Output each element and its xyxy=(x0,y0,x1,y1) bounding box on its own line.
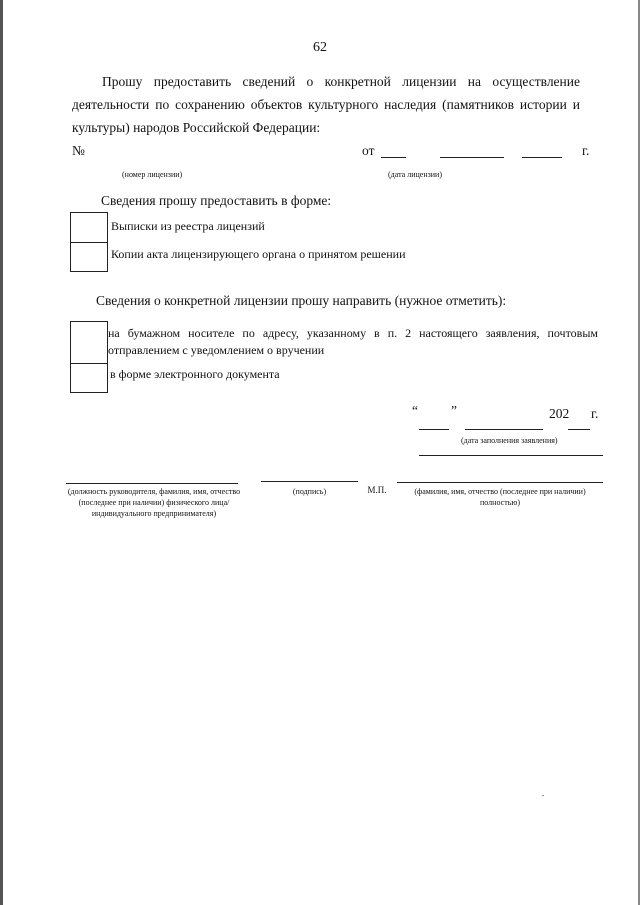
from-label: от xyxy=(362,143,375,158)
fill-month-field[interactable] xyxy=(465,429,543,430)
delivery-section-heading: Сведения о конкретной лицензии прошу направить (нужное отметить): xyxy=(96,293,507,308)
intro-paragraph: Прошу предоставить сведений о конкретной лицензии на осуществление деятельности по сохранению объектов культурного наследия (памятников истории и культуры) народов Российской Федерации: xyxy=(72,74,580,135)
fill-date-year: 202 xyxy=(549,406,570,421)
delivery-option-label-2: в форме электронного документа xyxy=(110,367,280,381)
delivery-option-label-1: на бумажном носителе по адресу, указанному в п. 2 настоящего заявления, почтовым отправлением с уведомлением о вручении xyxy=(108,326,598,357)
form-option-label-1: Выписки из реестра лицензий xyxy=(111,219,265,233)
number-sign: № xyxy=(72,143,85,158)
fill-date-underline xyxy=(419,455,603,456)
fill-date-close-quote: ” xyxy=(451,403,457,418)
page-number: 62 xyxy=(313,40,327,55)
full-name-caption: (фамилия, имя, отчество (последнее при наличии) полностью) xyxy=(414,487,586,507)
delivery-option-checkbox-2[interactable] xyxy=(70,363,108,393)
license-number-caption: (номер лицензии) xyxy=(122,170,183,179)
fill-date-open-quote: “ xyxy=(412,403,418,418)
signature-caption: (подпись) xyxy=(292,487,327,496)
form-section-heading: Сведения прошу предоставить в форме: xyxy=(101,193,332,208)
license-date-caption: (дата лицензии) xyxy=(388,170,442,179)
fill-date-caption: (дата заполнения заявления) xyxy=(461,436,558,445)
fill-date-year-suffix: г. xyxy=(591,406,599,421)
form-option-checkbox-1[interactable] xyxy=(70,212,108,243)
full-name-line[interactable] xyxy=(397,482,603,483)
position-caption: (должность руководителя, фамилия, имя, отчество (последнее при наличии) физического лица/индивидуального предпринимателя) xyxy=(67,487,241,518)
form-option-label-2: Копии акта лицензирующего органа о принятом решении xyxy=(111,247,406,261)
signature-line[interactable] xyxy=(261,481,358,482)
fill-day-field[interactable] xyxy=(419,429,449,430)
fill-year-field[interactable] xyxy=(568,429,590,430)
license-day-field[interactable] xyxy=(381,157,406,158)
page-edge-left xyxy=(0,0,3,905)
delivery-option-checkbox-1[interactable] xyxy=(70,321,108,364)
stamp-label: М.П. xyxy=(367,485,387,495)
license-year-field[interactable] xyxy=(522,157,562,158)
position-line[interactable] xyxy=(66,483,238,484)
form-option-checkbox-2[interactable] xyxy=(70,242,108,272)
scan-speck xyxy=(542,795,544,796)
license-month-field[interactable] xyxy=(440,157,504,158)
license-year-suffix: г. xyxy=(582,143,590,158)
